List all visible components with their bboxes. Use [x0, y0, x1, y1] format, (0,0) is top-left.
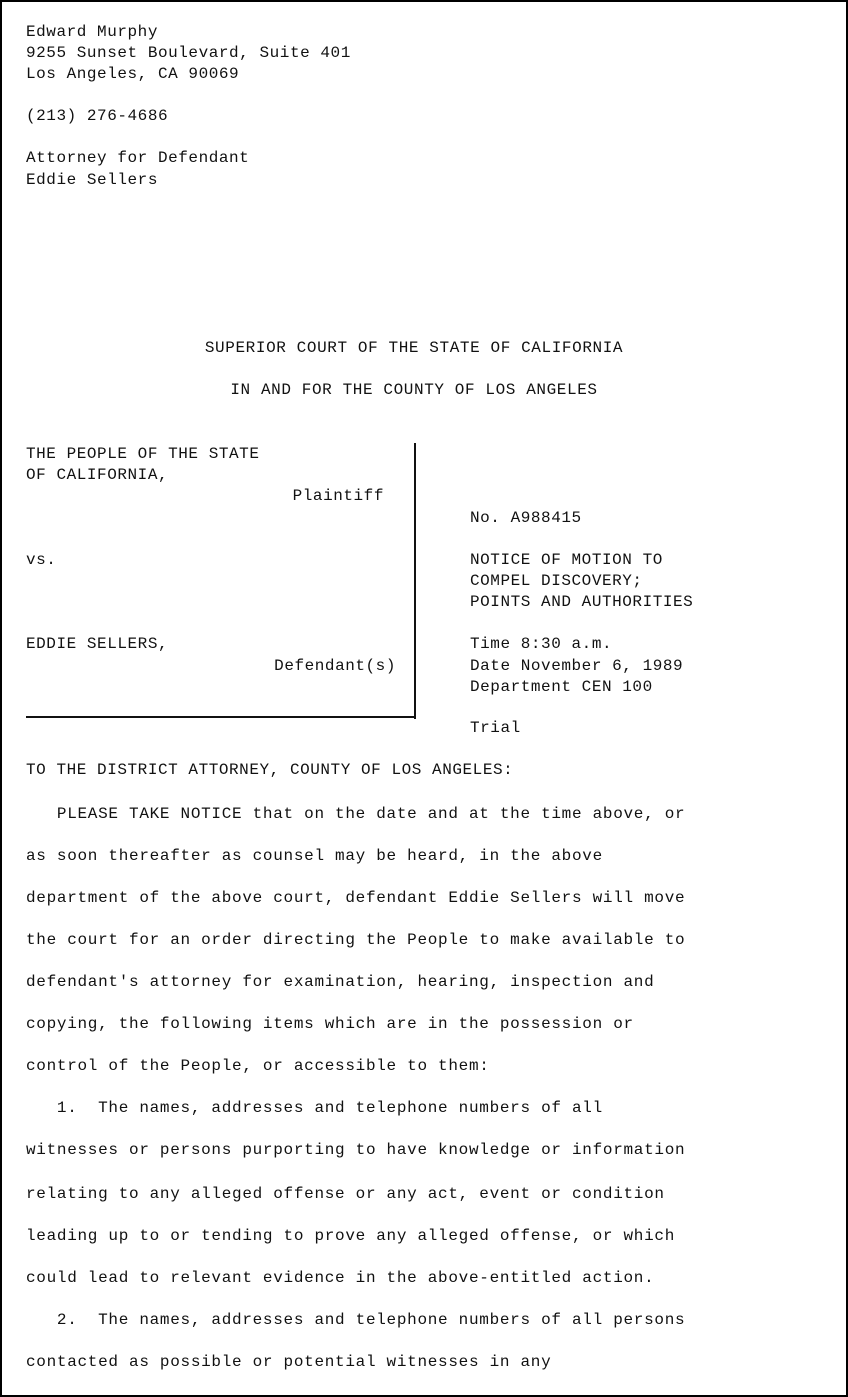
attorney-name: Edward Murphy	[26, 23, 158, 41]
plaintiff-line2: OF CALIFORNIA,	[26, 466, 169, 484]
defendant-name: EDDIE SELLERS,	[26, 635, 169, 653]
motion-title-line1: NOTICE OF MOTION TO	[470, 551, 663, 569]
body-line: defendant's attorney for examination, hearing, inspection and	[26, 973, 655, 991]
caption-horizontal-divider	[26, 716, 414, 718]
body-line: contacted as possible or potential witnesses in any	[26, 1353, 552, 1371]
motion-title-line2: COMPEL DISCOVERY;	[470, 572, 643, 590]
body-line: 2. The names, addresses and telephone numbers of all persons	[26, 1311, 686, 1329]
body-line: as soon thereafter as counsel may be heard, in the above	[26, 847, 603, 865]
court-heading-line1: SUPERIOR COURT OF THE STATE OF CALIFORNIA	[204, 339, 624, 357]
court-heading-line2: IN AND FOR THE COUNTY OF LOS ANGELES	[230, 381, 598, 399]
attorney-client: Eddie Sellers	[26, 171, 158, 189]
trial-label: Trial	[470, 719, 521, 737]
body-line: could lead to relevant evidence in the above-entitled action.	[26, 1269, 655, 1287]
hearing-time: Time 8:30 a.m.	[470, 635, 613, 653]
attorney-address-line1: 9255 Sunset Boulevard, Suite 401	[26, 44, 351, 62]
body-line: department of the above court, defendant Eddie Sellers will move	[26, 889, 686, 907]
addressee-line: TO THE DISTRICT ATTORNEY, COUNTY OF LOS ANGELES:	[26, 761, 514, 779]
case-number: No. A988415	[470, 509, 582, 527]
body-line: 1. The names, addresses and telephone numbers of all	[26, 1099, 603, 1117]
motion-title-line3: POINTS AND AUTHORITIES	[470, 593, 694, 611]
hearing-department: Department CEN 100	[470, 678, 653, 696]
body-line: witnesses or persons purporting to have knowledge or information	[26, 1141, 686, 1159]
attorney-phone: (213) 276-4686	[26, 107, 169, 125]
plaintiff-label: Plaintiff	[292, 487, 384, 505]
versus-label: vs.	[26, 551, 57, 569]
body-line: copying, the following items which are in the possession or	[26, 1015, 634, 1033]
body-line: leading up to or tending to prove any alleged offense, or which	[26, 1227, 675, 1245]
body-line: the court for an order directing the People to make available to	[26, 931, 686, 949]
defendant-label: Defendant(s)	[274, 657, 396, 675]
attorney-address-line2: Los Angeles, CA 90069	[26, 65, 240, 83]
hearing-date: Date November 6, 1989	[470, 657, 684, 675]
body-line: PLEASE TAKE NOTICE that on the date and at the time above, or	[26, 805, 686, 823]
plaintiff-line1: THE PEOPLE OF THE STATE	[26, 445, 260, 463]
body-line: control of the People, or accessible to them:	[26, 1057, 490, 1075]
body-line: relating to any alleged offense or any act, event or condition	[26, 1185, 665, 1203]
attorney-role: Attorney for Defendant	[26, 149, 250, 167]
caption-vertical-divider	[414, 443, 416, 719]
